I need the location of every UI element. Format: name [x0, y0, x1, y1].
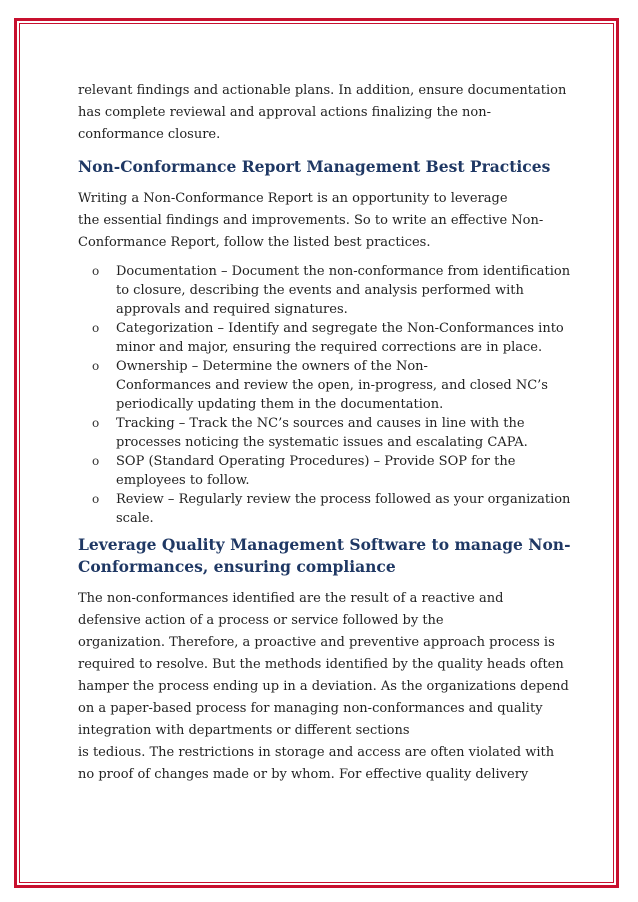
text-line: Ownership – Determine the owners of the Non- — [116, 359, 428, 374]
bullet-marker: o — [92, 359, 100, 373]
text-line: scale. — [116, 511, 154, 526]
text-line: Tracking – Track the NC’s sources and causes in line with the — [116, 416, 525, 431]
list-item — [78, 319, 578, 357]
text-line: on a paper-based process for managing non-conformances and quality — [78, 701, 543, 716]
list-item — [78, 452, 578, 490]
heading-line: Leverage Quality Management Software to manage Non- — [78, 535, 571, 554]
text-line: the essential findings and improvements. So to write an effective Non- — [78, 213, 544, 228]
text-line: employees to follow. — [116, 473, 250, 488]
section-heading-quality-software — [78, 534, 578, 578]
text-line: SOP (Standard Operating Procedures) – Provide SOP for the — [116, 454, 516, 469]
text-line: relevant findings and actionable plans. In addition, ensure documentation — [78, 83, 567, 98]
text-line: has complete reviewal and approval actions finalizing the non- — [78, 105, 491, 120]
text-line: required to resolve. But the methods identified by the quality heads often — [78, 657, 564, 672]
text-line: defensive action of a process or service followed by the — [78, 613, 444, 628]
bullet-marker: o — [92, 454, 100, 468]
text-line: hamper the process ending up in a deviation. As the organizations depend — [78, 679, 569, 694]
bullet-marker: o — [92, 321, 100, 335]
bullet-marker: o — [92, 416, 100, 430]
heading-line: Non-Conformance Report Management Best Practices — [78, 157, 551, 176]
best-practices-list — [78, 262, 578, 528]
bullet-marker: o — [92, 264, 100, 278]
text-line: periodically updating them in the documentation. — [116, 397, 444, 412]
text-line: approvals and required signatures. — [116, 302, 348, 317]
text-line: integration with departments or different sections — [78, 723, 410, 738]
list-item — [78, 414, 578, 452]
text-line: The non-conformances identified are the result of a reactive and — [78, 591, 504, 606]
text-line: Documentation – Document the non-conformance from identification — [116, 264, 571, 279]
quality-software-paragraph — [78, 588, 578, 786]
section-heading-best-practices — [78, 156, 578, 178]
text-line: no proof of changes made or by whom. For effective quality delivery — [78, 767, 529, 782]
list-item — [78, 357, 578, 414]
best-practices-intro — [78, 188, 578, 254]
heading-line: Conformances, ensuring compliance — [78, 557, 396, 576]
text-line: Review – Regularly review the process followed as your organization — [116, 492, 571, 507]
text-line: processes noticing the systematic issues and escalating CAPA. — [116, 435, 528, 450]
list-item — [78, 490, 578, 528]
text-line: organization. Therefore, a proactive and preventive approach process is — [78, 635, 555, 650]
text-line: Categorization – Identify and segregate the Non-Conformances into — [116, 321, 564, 336]
text-line: conformance closure. — [78, 127, 221, 142]
list-item — [78, 262, 578, 319]
document-body — [78, 80, 578, 786]
text-line: is tedious. The restrictions in storage and access are often violated with — [78, 745, 555, 760]
bullet-marker: o — [92, 492, 100, 506]
text-line: Writing a Non-Conformance Report is an opportunity to leverage — [78, 191, 508, 206]
intro-paragraph — [78, 80, 578, 146]
text-line: to closure, describing the events and analysis performed with — [116, 283, 524, 298]
text-line: minor and major, ensuring the required corrections are in place. — [116, 340, 543, 355]
text-line: Conformance Report, follow the listed best practices. — [78, 235, 431, 250]
text-line: Conformances and review the open, in-progress, and closed NC’s — [116, 378, 548, 393]
